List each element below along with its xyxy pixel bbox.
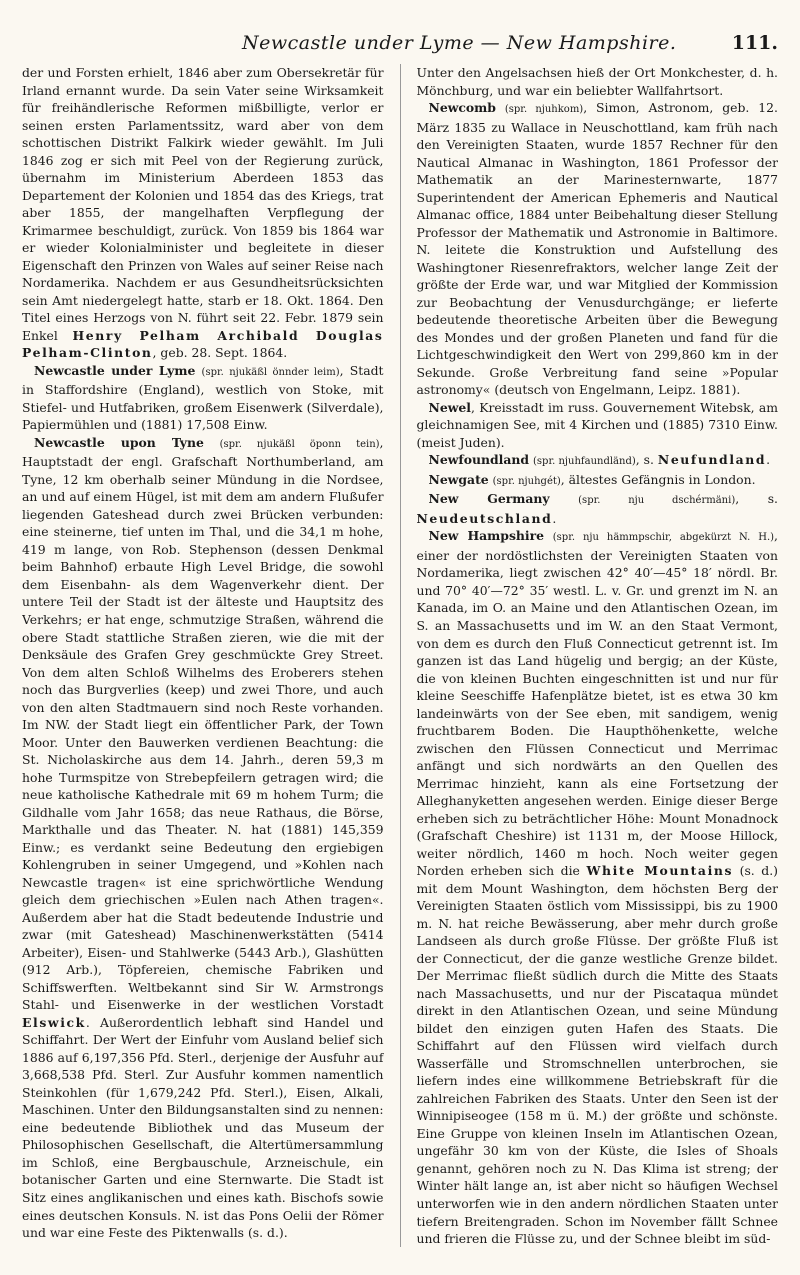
left-column — [22, 64, 384, 1247]
entry-newcastle-duke-continued: der und Forsten erhielt, 1846 aber zum Obersekretär für Irland ernannt wurde. Da sein Vater seine Wirksamkeit für freihändlerische Reformen mißbilligte, verlor er seinen ersten Parlamentssitz, ward aber von dem schottischen Distrikt Falkirk wieder gewählt. Im Juli 1846 zog er sich mit Peel von der Regierung zurück, übernahm im Ministerium Aberdeen 1853 das Departement der Kolonien und 1854 das des Kriegs, trat aber 1855, der mangelhaften Verpflegung der Krimarmee beschuldigt, zurück. Von 1859 bis 1864 war er wieder Kolonialminister und begleitete in dieser Eigenschaft den Prinzen von Wales auf seiner Reise nach Nordamerika. Nachdem er aus Gesundheitsrücksichten sein Amt niedergelegt hatte, starb er 18. Okt. 1864. Den Titel eines Herzogs von N. führt seit 22. Febr. 1879 sein Enkel Henry Pelham Archibald Douglas Pelham-Clinton, geb. 28. Sept. 1864. — [22, 65, 384, 361]
pronunciation: (spr. njukäßl öponn tein) — [219, 438, 380, 450]
entry-new-hampshire: New Hampshire (spr. nju hämmpschir, abgekürzt N. H.), einer der nordöstlichsten der Vereinigten Staaten von Nordamerika, liegt zwischen 42° 40′—45° 18′ nördl. Br. und 70° 40′—72° 35′ westl. L. v. Gr. und grenzt im N. an Kanada, im O. an Maine und den Atlantischen Ozean, im S. an Massachusetts und im W. an den Staat Vermont, von dem es durch den Fluß Connecticut getrennt ist. Im ganzen ist das Land hügelig und bergig; an der Küste, die von kleinen Buchten eingeschnitten ist und nur für kleine Seeschiffe Hafenplätze bietet, ist es etwa 30 km landeinwärts von der See eben, mit sandigem, wenig fruchtbarem Boden. Die Haupthöhenkette, welche zwischen den Flüssen Connecticut und Merrimac anfängt und sich nordwärts an den Quellen des Merrimac hinzieht, kann als eine Fortsetzung der Alleghanyketten angesehen werden. Einige dieser Berge erheben sich zu beträchtlicher Höhe: Mount Monadnock (Grafschaft Cheshire) ist 1131 m, der Moose Hillock, weiter nördlich, 1460 m hoch. Noch weiter gegen Norden erheben sich die White Mountains (s. d.) mit dem Mount Washington, dem höchsten Berg der Vereinigten Staaten östlich vom Mississippi, bis zu 1900 m. N. hat reiche Bewässerung, aber mehr durch große Landseen als durch große Flüsse. Der größte Fluß ist der Connecticut, der die ganze westliche Grenze bildet. Der Merrimac fließt südlich durch die Mitte des Staats nach Massachusetts, und nur der Piscataqua mündet direkt in den Atlantischen Ozean, und seine Mündung bildet den einzigen guten Hafen des Staats. Die Schiffahrt auf den Flüssen wird vielfach durch Wasserfälle und Stromschnellen unterbrochen, sie liefern indes eine willkommene Betriebskraft für die zahlreichen Fabriken des Staats. Unter den Seen ist der Winnipiseogee (158 m ü. M.) der größte und schönste. Eine Gruppe von kleinen Inseln im Atlantischen Ozean, ungefähr 30 km von der Küste, die Isles of Shoals genannt, gehören noch zu N. Das Klima ist streng; der Winter hält lange an, ist aber nicht so häufigen Wechsel unterworfen wie in den andern nördlichen Staaten unter tiefern Breitengraden. Schon im November fällt Schnee und frieren die Flüsse zu, und der Schnee bleibt im süd- — [416, 528, 778, 1247]
spaced-name: White Mountains — [586, 863, 734, 879]
headword: Newfoundland — [428, 452, 530, 468]
pronunciation: (spr. njukäßl önnder leim) — [201, 366, 340, 378]
spaced-name: Henry Pelham Archibald Douglas Pelham-Clinton — [22, 327, 384, 361]
headword: Newgate — [428, 471, 489, 487]
spaced-name: Neudeutschland — [416, 510, 553, 526]
pronunciation: (spr. njuhfaundländ) — [533, 456, 636, 468]
pronunciation: (spr. njuhgét) — [492, 475, 561, 487]
headword: Newcastle under Lyme — [34, 362, 196, 378]
pronunciation: (spr. njuhkom) — [504, 104, 584, 116]
entry-new-germany: New Germany (spr. nju dschérmäni), s. Neudeutschland. — [416, 491, 778, 526]
headword: New Hampshire — [428, 528, 545, 544]
entry-newfoundland: Newfoundland (spr. njuhfaundländ), s. Neufundland. — [428, 452, 771, 468]
spaced-name: Neufundland — [657, 452, 767, 468]
pronunciation: (spr. nju hämmpschir, abgekürzt N. H.) — [552, 532, 775, 544]
page-number: 111. — [731, 32, 778, 54]
headword: Newel — [428, 399, 471, 415]
running-header — [22, 28, 778, 62]
entry-newcastle-under-lyme: Newcastle under Lyme (spr. njukäßl önnder leim), Stadt in Staffordshire (England), westlich von Stoke, mit Stiefel- und Hutfabriken, großem Eisenwerk (Silverdale), Papiermühlen und (1881) 17,508 Einw. — [22, 362, 384, 433]
entry-newgate: Newgate (spr. njuhgét), ältestes Gefängnis in London. — [428, 471, 756, 487]
entry-newcastle-upon-tyne-continued: Unter den Angelsachsen hieß der Ort Monkchester, d. h. Mönchburg, und war ein beliebter Wallfahrtsort. — [416, 65, 778, 98]
entry-newel: Newel, Kreisstadt im russ. Gouvernement Witebsk, am gleichnamigen See, mit 4 Kirchen und (1885) 7310 Einw. (meist Juden). — [416, 399, 778, 450]
spaced-name: Elswick — [22, 1014, 86, 1030]
headword: Newcomb — [428, 100, 496, 116]
column-divider — [400, 64, 401, 1247]
headword: New Germany — [428, 491, 550, 507]
entry-newcomb: Newcomb (spr. njuhkom), Simon, Astronom, geb. 12. März 1835 zu Wallace in Neuschottland, kam früh nach den Vereinigten Staaten, wurde 1857 Rechner für den Nautical Almanac in Washington, 1861 Professor der Mathematik an der Marinesternwarte, 1877 Superintendent der American Ephemeris and Nautical Almanac office, 1884 unter Beibehaltung dieser Stellung Professor der Mathematik und Astronomie in Baltimore. N. leitete die Konstruktion und Aufstellung des Washingtoner Riesenrefraktors, welcher lange Zeit der größte der Erde war, und war Mitglied der Kommission zur Beobachtung der Venusdurchgänge; er lieferte bedeutende theoretische Arbeiten über die Bewegung des Mondes und der großen Planeten und fand für die Lichtgeschwindigkeit den Wert von 299,860 km in der Sekunde. Große Verbreitung fand seine »Popular astronomy« (deutsch von Engelmann, Leipz. 1881). — [416, 100, 778, 398]
running-title: Newcastle under Lyme — New Hampshire. — [242, 32, 677, 54]
pronunciation: (spr. nju dschérmäni) — [578, 495, 736, 507]
text-columns — [22, 64, 778, 1247]
right-column — [417, 64, 779, 1247]
headword: Newcastle upon Tyne — [34, 434, 204, 450]
entry-newcastle-upon-tyne: Newcastle upon Tyne (spr. njukäßl öponn tein), Hauptstadt der engl. Grafschaft Northumberland, am Tyne, 12 km oberhalb seiner Mündung in die Nordsee, an und auf einem Hügel, ist mit dem am andern Flußufer liegenden Gateshead durch zwei Brücken verbunden: eine steinerne, tief unten im Thal, und die 34,1 m hohe, 419 m lange, von Rob. Stephenson (dessen Denkmal beim Bahnhof) erbaute High Level Bridge, die sowohl dem Eisenbahn- als dem Wagenverkehr dient. Der untere Teil der Stadt ist der älteste und Hauptsitz des Verkehrs; er hat enge, schmutzige Straßen, während die obere Stadt stattliche Straßen zieren, wie die mit der Denksäule des Grafen Grey geschmückte Grey Street. Von dem alten Schloß Wilhelms des Eroberers stehen noch das Burgverlies (keep) und zwei Thore, und auch von den alten Stadtmauern sind noch Reste vorhanden. Im NW. der Stadt liegt ein öffentlicher Park, der Town Moor. Unter den Bauwerken verdienen Beachtung: die St. Nicholaskirche aus dem 14. Jahrh., deren 59,3 m hohe Turmspitze von Strebepfeilern getragen wird; die neue katholische Kathedrale mit 69 m hohem Turm; die Gildhalle vom Jahr 1658; das neue Rathaus, die Börse, Markthalle und das Theater. N. hat (1881) 145,359 Einw.; es verdankt seine Bedeutung den ergiebigen Kohlengruben in seiner Umgegend, und »Kohlen nach Newcastle tragen« ist eine sprichwörtliche Wendung gleich dem griechischen »Eulen nach Athen tragen«. Außerdem aber hat die Stadt bedeutende Industrie und zwar (mit Gateshead) Maschinenwerkstätten (5414 Arbeiter), Eisen- und Stahlwerke (5443 Arb.), Glashütten (912 Arb.), Töpfereien, chemische Fabriken und Schiffswerften. Weltbekannt sind Sir W. Armstrongs Stahl- und Eisenwerke in der westlichen Vorstadt Elswick. Außerordentlich lebhaft sind Handel und Schiffahrt. Der Wert der Einfuhr vom Ausland belief sich 1886 auf 6,197,356 Pfd. Sterl., derjenige der Ausfuhr auf 3,668,538 Pfd. Sterl. Zur Ausfuhr kommen namentlich Steinkohlen (für 1,679,242 Pfd. Sterl.), Eisen, Alkali, Maschinen. Unter den Bildungsanstalten sind zu nennen: eine bedeutende Bibliothek und das Museum der Philosophischen Gesellschaft, die Altertümersammlung im Schloß, eine Bergbauschule, Arzneischule, ein botanischer Garten und eine Sternwarte. Die Stadt ist Sitz eines anglikanischen und eines kath. Bischofs sowie eines deutschen Konsuls. N. ist das Pons Oelii der Römer und war eine Feste des Piktenwalls (s. d.). — [22, 434, 384, 1241]
